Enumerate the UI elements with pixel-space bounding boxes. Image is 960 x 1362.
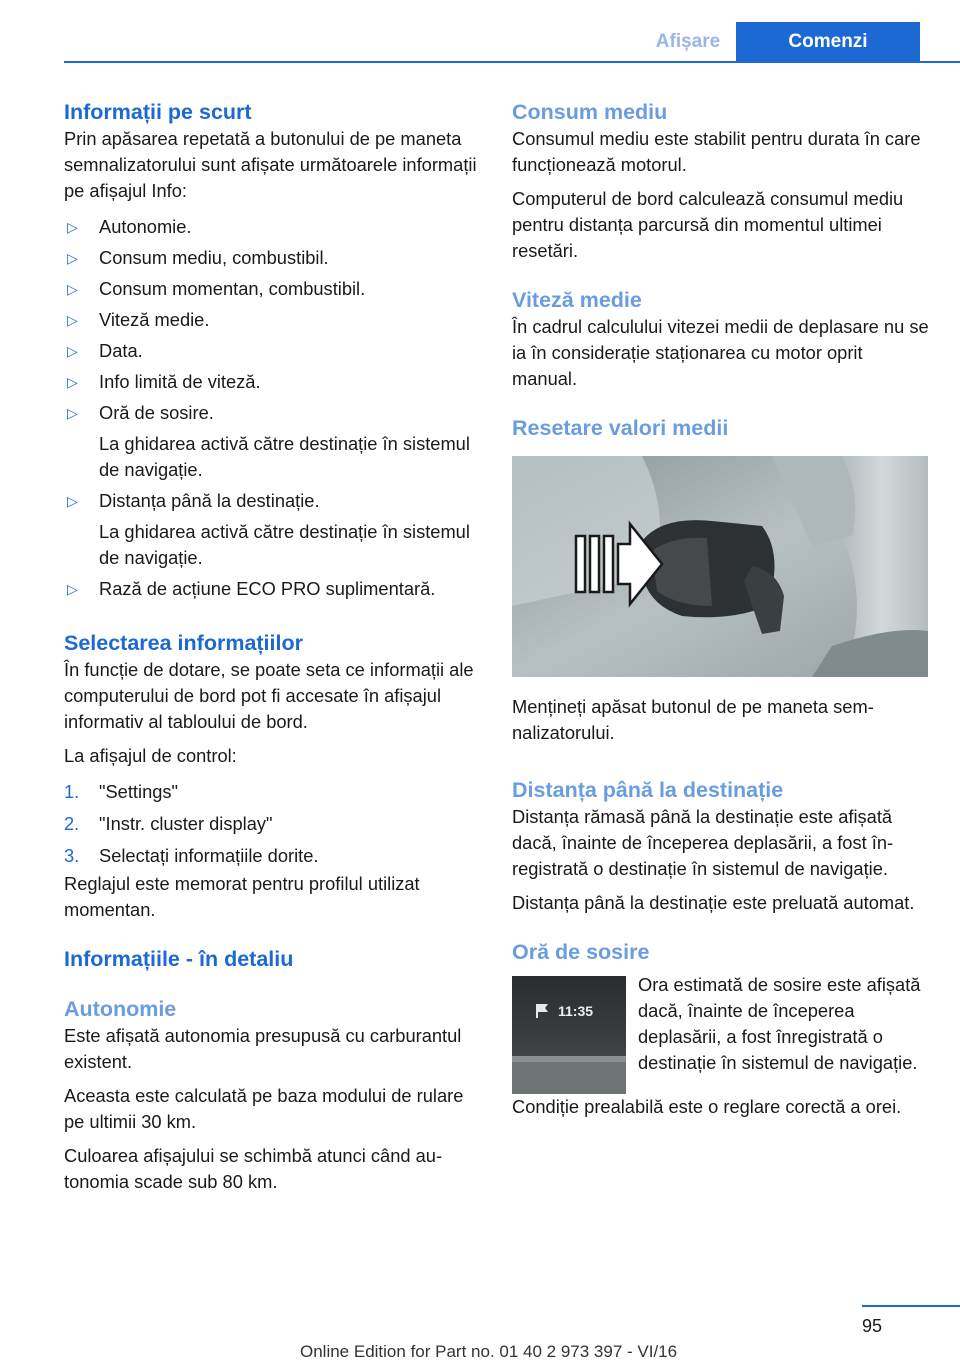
step-item: 2. "Instr. cluster display" xyxy=(64,813,273,834)
range-p2: Aceasta este calculată pe baza modului de rulare pe ultimii 30 km. xyxy=(64,1085,464,1132)
header-rule xyxy=(64,61,960,63)
triangle-bullet-icon: ▷ xyxy=(67,581,78,597)
info-list xyxy=(64,214,486,602)
right-column xyxy=(512,98,932,1120)
turn-signal-lever-photo xyxy=(512,456,928,677)
memo-text: Reglajul este memorat pentru profilul utilizat momentan. xyxy=(64,873,420,920)
triangle-bullet-icon: ▷ xyxy=(67,374,78,390)
brief-text: Prin apăsarea repetată a butonului de pe maneta semnalizatorului sunt afișate următoarele informații pe afișajul Info: xyxy=(64,128,477,201)
list-item-note: La ghidarea activă către destinație în sistemul de navigație. xyxy=(99,521,470,568)
brief-title: Informații pe scurt xyxy=(64,100,252,124)
select-title: Selectarea informațiilor xyxy=(64,631,303,655)
step-item: 3. Selectați informațiile dorite. xyxy=(64,845,319,866)
arrival-p2: Condiție prealabilă este o reglare corectă a orei. xyxy=(512,1096,902,1117)
arrival-clock: 11:35 xyxy=(558,1003,594,1019)
list-item: ▷ Info limită de viteză. xyxy=(64,369,486,395)
arrival-block xyxy=(512,972,932,1094)
range-p3: Culoarea afișajului se schimbă atunci când autonomia scade sub 80 km. xyxy=(64,1145,443,1192)
avg-consumption-title: Consum mediu xyxy=(512,100,668,124)
arrival-text: Ora estimată de sosire este afișată dacă, înainte de începerea deplasării, a fost înregistrată o destinație în sistemul de navigație. xyxy=(638,974,921,1073)
select-text: În funcție de dotare, se poate seta ce informații ale computerului de bord pot fi accesate în afișajul informativ al tabloului de bord. xyxy=(64,659,474,732)
chapter-tab[interactable]: Comenzi xyxy=(736,22,920,62)
footer-rule xyxy=(862,1305,960,1307)
list-item: ▷ Distanța până la destinație. La ghidarea activă către destinație în sistemul de navigație. xyxy=(64,488,486,571)
avg-speed-title: Viteză medie xyxy=(512,288,642,312)
list-item: ▷ Consum mediu, combustibil. xyxy=(64,245,486,271)
list-item: ▷ Autonomie. xyxy=(64,214,486,240)
triangle-bullet-icon: ▷ xyxy=(67,281,78,297)
range-p1: Este afișată autonomia presupusă cu carburantul existent. xyxy=(64,1025,462,1072)
distance-p1: Distanța rămasă până la destinație este afișată dacă, înainte de începerea deplasării, a fost înregistrată o destinație în sistemul de navigație. xyxy=(512,806,894,879)
triangle-bullet-icon: ▷ xyxy=(67,312,78,328)
step-item: 1. "Settings" xyxy=(64,781,179,802)
range-title: Autonomie xyxy=(64,997,177,1021)
distance-title: Distanța până la destinație xyxy=(512,778,784,802)
triangle-bullet-icon: ▷ xyxy=(67,219,78,235)
triangle-bullet-icon: ▷ xyxy=(67,250,78,266)
triangle-bullet-icon: ▷ xyxy=(67,343,78,359)
section-tab[interactable]: Afișare xyxy=(655,31,721,52)
list-item: ▷ Rază de acțiune ECO PRO suplimentară. xyxy=(64,576,486,602)
list-item: ▷ Consum momentan, combustibil. xyxy=(64,276,486,302)
control-label: La afișajul de control: xyxy=(64,745,237,766)
list-item: ▷ Viteză medie. xyxy=(64,307,486,333)
avg-speed-p1: În cadrul calculului vitezei medii de deplasare nu se ia în considerație staționarea cu motor oprit manual. xyxy=(512,316,929,389)
header-tabs xyxy=(640,22,920,62)
page-number: 95 xyxy=(862,1316,883,1336)
avg-consumption-p2: Computerul de bord calculează consumul mediu pentru distanța parcursă din momentul ultimei resetări. xyxy=(512,188,904,261)
steps-list xyxy=(64,779,486,869)
avg-consumption-p1: Consumul mediu este stabilit pentru durata în care funcționează motorul. xyxy=(512,128,921,175)
distance-p2: Distanța până la destinație este preluată automat. xyxy=(512,892,915,913)
list-item: ▷ Data. xyxy=(64,338,486,364)
list-item-note: La ghidarea activă către destinație în sistemul de navigație. xyxy=(99,433,470,480)
edition-note: Online Edition for Part no. 01 40 2 973 397 - VI/16 xyxy=(300,1342,678,1361)
triangle-bullet-icon: ▷ xyxy=(67,405,78,421)
left-column xyxy=(64,98,486,1195)
reset-caption: Mențineți apăsat butonul de pe maneta semnalizatorului. xyxy=(512,696,874,743)
list-item: ▷ Oră de sosire. La ghidarea activă către destinație în sistemul de navigație. xyxy=(64,400,486,483)
triangle-bullet-icon: ▷ xyxy=(67,493,78,509)
reset-title: Resetare valori medii xyxy=(512,416,729,440)
arrival-title: Oră de sosire xyxy=(512,940,650,964)
arrival-display-screenshot xyxy=(512,976,626,1094)
detail-title: Informațiile - în detaliu xyxy=(64,947,294,971)
